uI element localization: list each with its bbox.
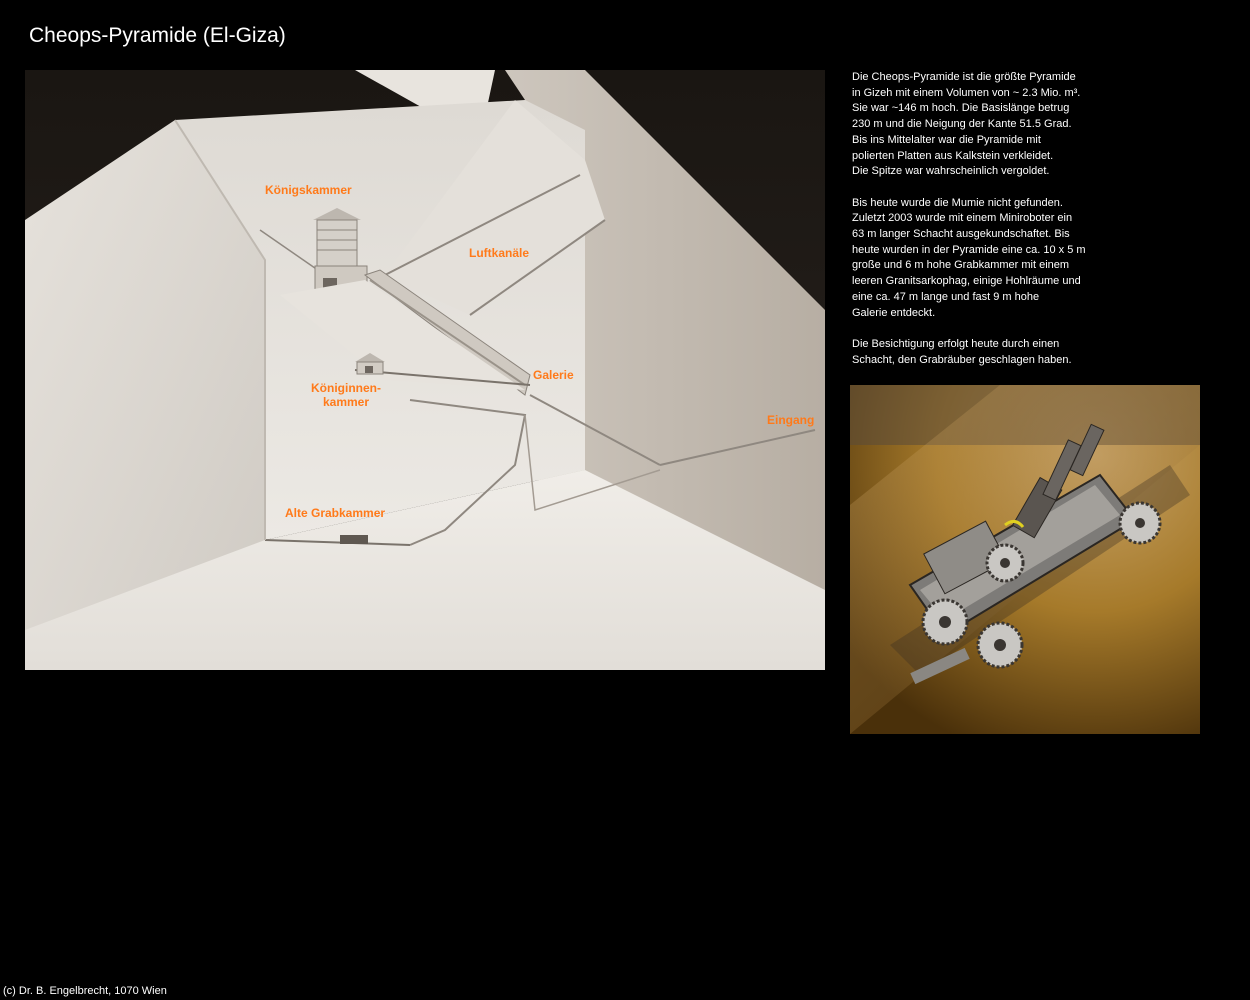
desc-line: heute wurden in der Pyramide eine ca. 10 x 5 m [852,243,1086,256]
desc-line: eine ca. 47 m lange und fast 9 m hohe [852,290,1040,303]
desc-line: leeren Granitsarkophag, einige Hohlräume und [852,275,1081,288]
desc-line: Bis ins Mittelalter war die Pyramide mit [852,133,1041,146]
description-paragraph-1 [852,70,1122,180]
desc-line: Schacht, den Grabräuber geschlagen haben. [852,353,1072,366]
label-eingang: Eingang [767,413,815,427]
desc-line: in Gizeh mit einem Volumen von ~ 2.3 Mio. m³. [852,86,1081,99]
desc-line: Die Spitze war wahrscheinlich vergoldet. [852,165,1050,178]
desc-line: große und 6 m hohe Grabkammer mit einem [852,259,1070,272]
label-alte-grabkammer: Alte Grabkammer [285,506,386,520]
desc-line: Die Cheops-Pyramide ist die größte Pyramide [852,71,1076,83]
description-text [852,70,1122,384]
pyramid-model-photo [25,70,825,670]
desc-line: Galerie entdeckt. [852,306,936,319]
label-koeniginnenkammer [311,381,381,409]
desc-line: Sie war ~146 m hoch. Die Basislänge betrug [852,102,1070,115]
label-koeniginnenkammer-line1: Königinnen- [311,381,381,395]
description-paragraph-2 [852,196,1122,322]
robot-illustration [850,385,1200,734]
desc-line: Zuletzt 2003 wurde mit einem Miniroboter ein [852,212,1073,225]
label-galerie: Galerie [533,368,574,382]
old-burial-chamber [340,535,368,544]
desc-line: Die Besichtigung erfolgt heute durch einen [852,337,1060,350]
label-koeniginnenkammer-line2: kammer [322,395,369,409]
desc-line: 230 m und die Neigung der Kante 51.5 Grad. [852,118,1072,131]
label-luftkanaele: Luftkanäle [469,246,530,260]
robot-photo [850,385,1200,734]
footer-copyright: (c) Dr. B. Engelbrecht, 1070 Wien [3,985,167,997]
page-title: Cheops-Pyramide (El-Giza) [29,24,286,47]
description-paragraph-3 [852,337,1122,368]
pyramid-model-illustration [25,70,825,670]
desc-line: polierten Platten aus Kalkstein verkleidet. [852,149,1054,162]
desc-line: 63 m langer Schacht ausgekundschaftet. Bis [852,228,1070,241]
desc-line: Bis heute wurde die Mumie nicht gefunden. [852,196,1063,209]
label-koenigskammer: Königskammer [265,183,352,197]
